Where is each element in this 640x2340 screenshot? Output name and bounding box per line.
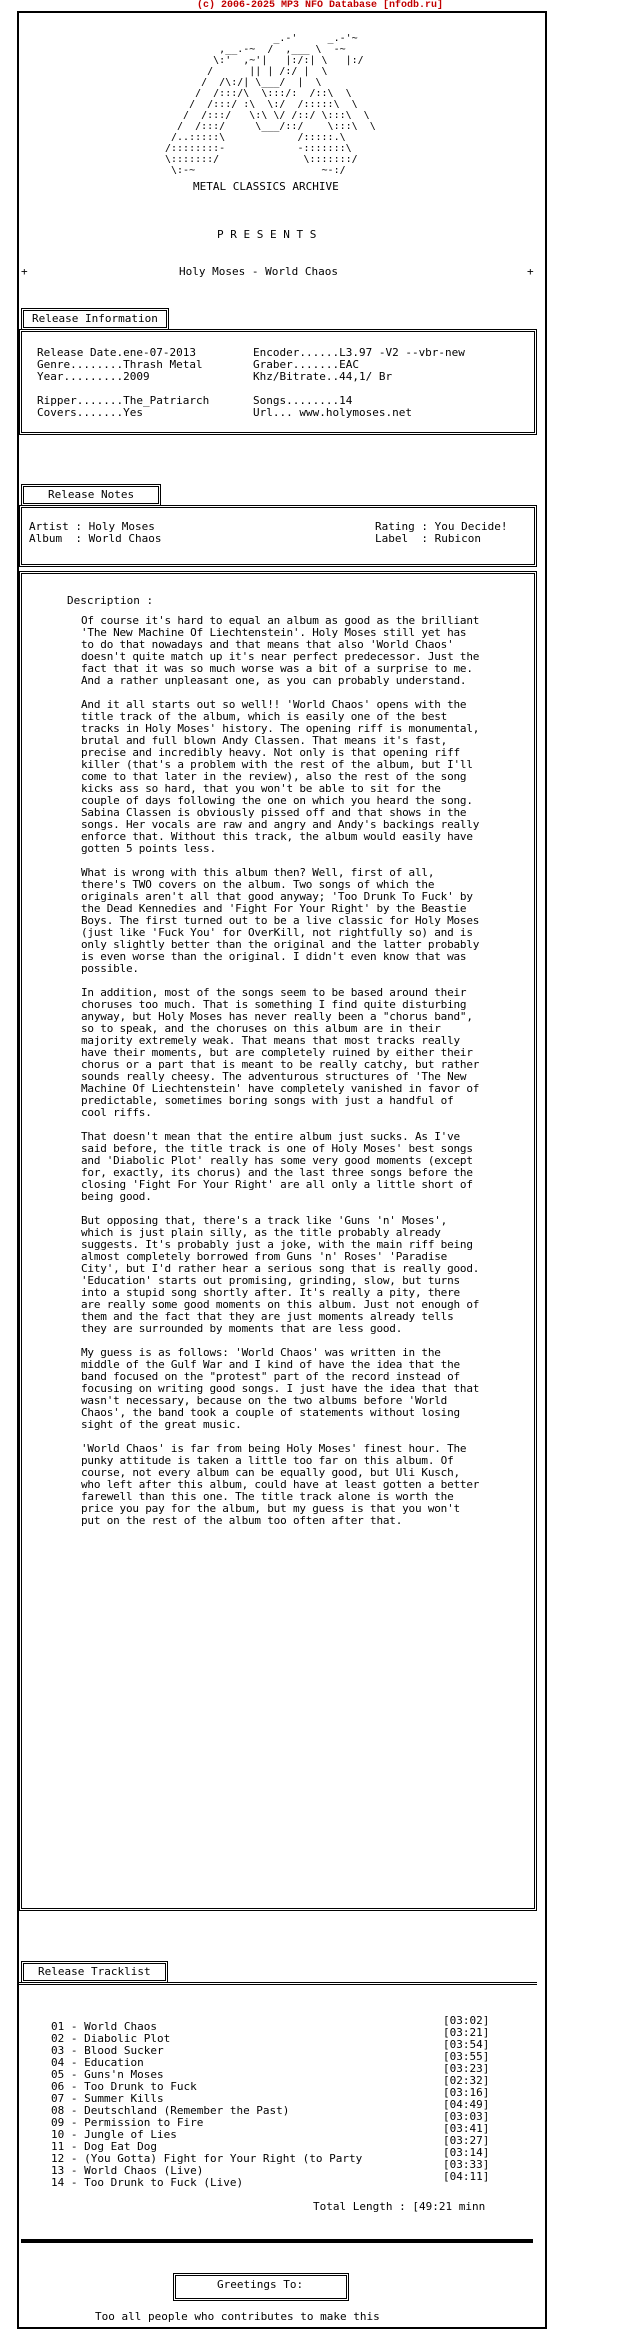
track-num: 01 bbox=[51, 2020, 65, 2033]
track-time: [03:55] bbox=[443, 2050, 490, 2063]
artist-line: Artist : Holy Moses bbox=[29, 520, 155, 533]
track-title: Blood Sucker bbox=[84, 2044, 164, 2057]
track-time: [03:27] bbox=[443, 2134, 490, 2147]
track-num: 04 bbox=[51, 2056, 65, 2069]
track-title: Summer Kills bbox=[84, 2092, 164, 2105]
track-row: 11 - Dog Eat Dog [03:27] bbox=[51, 2134, 490, 2153]
track-num: 05 bbox=[51, 2068, 65, 2081]
track-time: [04:49] bbox=[443, 2098, 490, 2111]
track-num: 11 bbox=[51, 2140, 65, 2153]
info-left-5: Covers.......Yes bbox=[37, 406, 143, 419]
track-row: 03 - Blood Sucker [03:54] bbox=[51, 2038, 490, 2057]
track-title: Jungle of Lies bbox=[84, 2128, 177, 2141]
info-section-title: Release Information bbox=[21, 308, 169, 330]
description-paragraph: What is wrong with this album then? Well, first of all, there's TWO covers on the album. Two songs of which the originals aren't all that good anyway; 'Too Drunk To Fuck' by the Dead Kennedies and 'Fight For Your Right' by the Beastie Boys. The first turned out to be a live classic for Holy Moses (just like 'Fuck You' for OverKill, not rightfully so) and is only slightly better than the original and the latter probably is even worse than the original. I didn't even know that was possible. bbox=[81, 866, 480, 975]
track-row: 06 - Too Drunk to Fuck [02:32] bbox=[51, 2074, 490, 2093]
info-right-0: Encoder......L3.97 -V2 --vbr-new bbox=[253, 346, 465, 359]
greetings-title: Greetings To: bbox=[217, 2278, 304, 2291]
track-row: 08 - Deutschland (Remember the Past) [04:49] bbox=[51, 2098, 490, 2117]
greetings-line-1: Too all people who contributes to make this bbox=[95, 2310, 380, 2323]
track-row: 13 - World Chaos (Live) [03:33] bbox=[51, 2158, 490, 2177]
bullet-right: + bbox=[527, 265, 534, 278]
track-title: Education bbox=[84, 2056, 144, 2069]
track-title: (You Gotta) Fight for Your Right (to Party bbox=[84, 2152, 363, 2165]
track-row: 07 - Summer Kills [03:16] bbox=[51, 2086, 490, 2105]
label-line: Label : Rubicon bbox=[375, 532, 481, 545]
track-row: 09 - Permission to Fire [03:03] bbox=[51, 2110, 490, 2129]
description-paragraph: 'World Chaos' is far from being Holy Moses' finest hour. The punky attitude is taken a little too far on this album. Of course, not every album can be equally good, but Uli Kusch, who left after this album, could have at least gotten a better farewell than this one. The title track alone is worth the price you pay for the album, but my guess is that you won't put on the rest of the album too often after that. bbox=[81, 1442, 480, 1527]
track-num: 08 bbox=[51, 2104, 65, 2117]
track-title: World Chaos bbox=[84, 2020, 157, 2033]
description-paragraph: Of course it's hard to equal an album as good as the brilliant 'The New Machine Of Liechtenstein'. Holy Moses still yet has to do that nowadays and that means that also 'World Chaos' doesn't quite match up it's near perfect predecessor. Just the fact that it was so much worse was a bit of a surprise to me. And a rather unpleasant one, as you can probably understand. bbox=[81, 614, 480, 687]
logo-caption: METAL CLASSICS ARCHIVE bbox=[193, 180, 339, 193]
info-left-0: Release Date.ene-07-2013 bbox=[37, 346, 196, 359]
track-row: 01 - World Chaos [03:02] bbox=[51, 2014, 490, 2033]
track-title: Too Drunk to Fuck (Live) bbox=[84, 2176, 244, 2189]
site-header: (c) 2006-2025 MP3 NFO Database [nfodb.ru] bbox=[196, 0, 444, 11]
info-right-4: Songs........14 bbox=[253, 394, 353, 407]
track-time: [03:33] bbox=[443, 2158, 490, 2171]
tracklist-rule bbox=[19, 1982, 537, 1985]
logo-ascii-art: _.-' _.-'~ ,__.-~ / ,___ \ -~ \:' ,~'| |:/:| \ |:/ / || | /:/ | \ / /\:/| \___/ | \ / /:::/\ \:::/: /::\ \ / /:::/ :\ \:/ /:::::\ \ / /:::/ \:\ \/ /::/ \:::\ \ / /:::/ \___/::/ \:::\ \ /..:::::\ /:::::.\ /::::::::- -:::::::\ \:::::::/ \:::::::/ \:-~ ~-:/ bbox=[165, 33, 376, 176]
track-num: 09 bbox=[51, 2116, 65, 2129]
track-time: [03:16] bbox=[443, 2086, 490, 2099]
description-body bbox=[81, 615, 485, 1539]
track-row: 14 - Too Drunk to Fuck (Live) [04:11] bbox=[51, 2170, 490, 2189]
description-paragraph: But opposing that, there's a track like 'Guns 'n' Moses', which is just plain silly, as the title probably already suggests. It's probably just a joke, with the main riff being almost completely borrowed from Guns 'n' Roses' 'Paradise City', but I'd rather hear a serious song that is really good. 'Education' starts out promising, grinding, slow, but turns into a stupid song shortly after. It's really a pity, there are really some good moments on this album. Just not enough of them and the fact that they are just moments already tells they are surrounded by moments that are less good. bbox=[81, 1214, 480, 1335]
description-paragraph: In addition, most of the songs seem to be based around their choruses too much. That is something I find quite disturbing anyway, but Holy Moses has never really been a "chorus band", so to speak, and the choruses on this album are in their majority extremely weak. That means that most tracks really have their moments, but are completely ruined by either their chorus or a part that is meant to be really catchy, but rather sounds really cheesy. The adventurous structures of 'The New Machine Of Liechtenstein' have completely vanished in favor of predictable, sometimes boring songs with just a handful of cool riffs. bbox=[81, 986, 480, 1119]
track-num: 07 bbox=[51, 2092, 65, 2105]
track-time: [03:41] bbox=[443, 2122, 490, 2135]
description-paragraph: And it all starts out so well!! 'World Chaos' opens with the title track of the album, which is easily one of the best tracks in Holy Moses' history. The opening riff is monumental, brutal and full blown Andy Classen. That means it's fast, precise and incredibly heavy. Not only is that opening riff killer (that's a problem with the rest of the album, but I'll come to that later in the review), also the rest of the song kicks ass so hard, that you won't be able to sit for the couple of days following the one on which you heard the song. Sabina Classen is obviously pissed off and that shows in the songs. Her vocals are raw and angry and Andy's backings really enforce that. Without this track, the album would easily have gotten 5 points less. bbox=[81, 698, 480, 855]
track-time: [02:32] bbox=[443, 2074, 490, 2087]
track-num: 02 bbox=[51, 2032, 65, 2045]
track-time: [03:14] bbox=[443, 2146, 490, 2159]
tracklist bbox=[51, 2014, 511, 2189]
total-length: Total Length : [49:21 minn bbox=[313, 2200, 486, 2213]
track-title: Guns'n Moses bbox=[84, 2068, 164, 2081]
info-left-2: Year.........2009 bbox=[37, 370, 150, 383]
info-right-2: Khz/Bitrate..44,1/ Br bbox=[253, 370, 393, 383]
track-title: Diabolic Plot bbox=[84, 2032, 171, 2045]
description-heading: Description : bbox=[67, 594, 154, 607]
track-row: 04 - Education [03:55] bbox=[51, 2050, 490, 2069]
track-num: 12 bbox=[51, 2152, 65, 2165]
track-num: 03 bbox=[51, 2044, 65, 2057]
info-right-5: Url... www.holymoses.net bbox=[253, 406, 412, 419]
track-row: 05 - Guns'n Moses [03:23] bbox=[51, 2062, 490, 2081]
info-right-1: Graber.......EAC bbox=[253, 358, 359, 371]
track-time: [03:54] bbox=[443, 2038, 490, 2051]
track-title: Dog Eat Dog bbox=[84, 2140, 157, 2153]
track-time: [03:23] bbox=[443, 2062, 490, 2075]
info-left-4: Ripper.......The_Patriarch bbox=[37, 394, 210, 407]
track-title: World Chaos (Live) bbox=[84, 2164, 204, 2177]
bullet-left: + bbox=[21, 265, 28, 278]
track-row: 10 - Jungle of Lies [03:41] bbox=[51, 2122, 490, 2141]
track-time: [04:11] bbox=[443, 2170, 490, 2183]
description-paragraph: That doesn't mean that the entire album just sucks. As I've said before, the title track is one of Holy Moses' best songs and 'Diabolic Plot' really has some very good moments (except for, exactly, its chorus) and the last three songs before the closing 'Fight For Your Right' are all only a little short of being good. bbox=[81, 1130, 473, 1203]
track-row: 12 - (You Gotta) Fight for Your Right (to Party [03:14] bbox=[51, 2146, 490, 2165]
track-num: 10 bbox=[51, 2128, 65, 2141]
notes-section-title: Release Notes bbox=[21, 484, 161, 506]
presents-label: P R E S E N T S bbox=[217, 228, 317, 241]
track-time: [03:03] bbox=[443, 2110, 490, 2123]
tracklist-section-title: Release Tracklist bbox=[21, 1961, 168, 1983]
track-title: Permission to Fire bbox=[84, 2116, 204, 2129]
album-line: Album : World Chaos bbox=[29, 532, 162, 545]
track-num: 06 bbox=[51, 2080, 65, 2093]
track-num: 13 bbox=[51, 2164, 65, 2177]
nfo-document bbox=[17, 11, 547, 2329]
track-num: 14 bbox=[51, 2176, 65, 2189]
track-title: Deutschland (Remember the Past) bbox=[84, 2104, 290, 2117]
info-left-1: Genre........Thrash Metal bbox=[37, 358, 203, 371]
section-divider bbox=[21, 2239, 533, 2243]
track-time: [03:02] bbox=[443, 2014, 490, 2027]
track-title: Too Drunk to Fuck bbox=[84, 2080, 197, 2093]
description-paragraph: My guess is as follows: 'World Chaos' was written in the middle of the Gulf War and I kind of have the idea that the band focused on the "protest" part of the record instead of focusing on writing good songs. I just have the idea that that wasn't necessary, because on the two albums before 'World Chaos', the band took a couple of statements without losing sight of the great music. bbox=[81, 1346, 480, 1431]
track-time: [03:21] bbox=[443, 2026, 490, 2039]
rating-line: Rating : You Decide! bbox=[375, 520, 508, 533]
release-title: Holy Moses - World Chaos bbox=[179, 265, 338, 278]
track-row: 02 - Diabolic Plot [03:21] bbox=[51, 2026, 490, 2045]
